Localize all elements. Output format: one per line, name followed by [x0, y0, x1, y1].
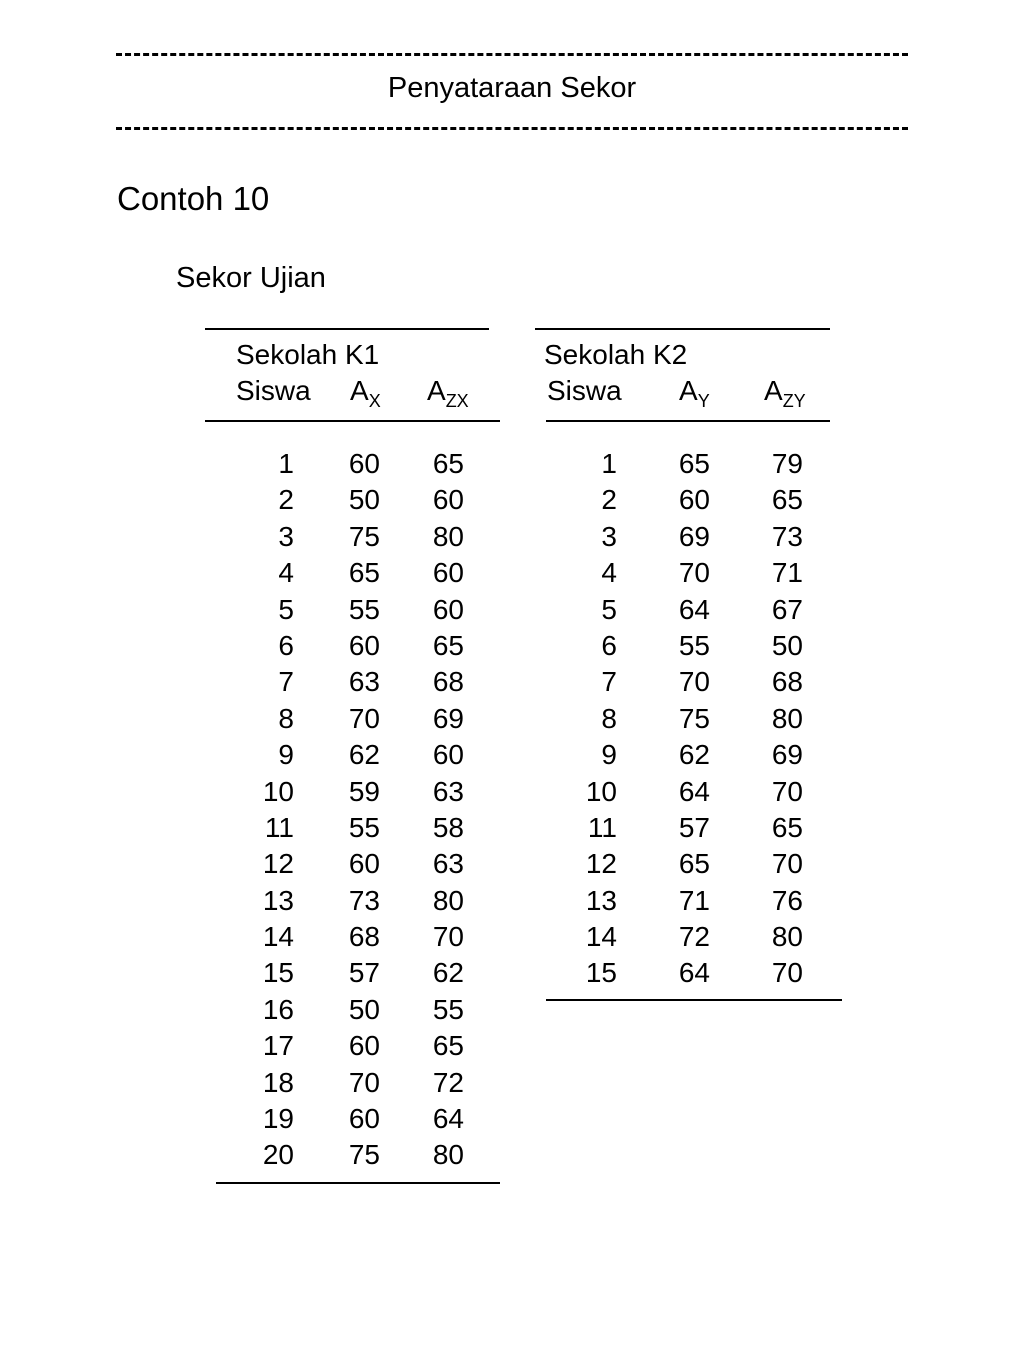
table-k1-header-a-base: A: [350, 375, 369, 406]
table-k1-col-a: [330, 446, 380, 1174]
table-cell-az: 68: [771, 666, 803, 698]
table-k2-header-az-base: A: [764, 375, 783, 406]
table-cell-az: 71: [771, 557, 803, 589]
table-k2-header-a-sub: Y: [697, 391, 710, 411]
table-cell-student: 16: [262, 993, 294, 1025]
table-cell-a: 63: [348, 666, 380, 698]
table-k1-top-rule: [205, 328, 489, 330]
table-cell-az: 80: [771, 702, 803, 734]
table-cell-az: 65: [432, 629, 464, 661]
top-dashed-divider: [116, 53, 908, 56]
table-k2-group-label: Sekolah K2: [544, 339, 688, 370]
table-cell-a: 64: [678, 957, 710, 989]
section-subtitle: Sekor Ujian: [176, 262, 326, 294]
table-cell-a: 55: [678, 629, 710, 661]
table-cell-az: 58: [432, 811, 464, 843]
table-cell-student: 12: [585, 848, 617, 880]
table-cell-az: 70: [771, 957, 803, 989]
table-cell-student: 12: [262, 848, 294, 880]
table-cell-az: 67: [771, 593, 803, 625]
table-cell-az: 73: [771, 520, 803, 552]
table-k2-col-student: [560, 446, 617, 992]
table-cell-a: 62: [678, 739, 710, 771]
table-k1-col-az: [414, 446, 464, 1174]
table-cell-student: 8: [278, 702, 294, 734]
table-cell-student: 13: [585, 884, 617, 916]
table-cell-student: 9: [601, 739, 617, 771]
table-k2-header-az-sub: ZY: [782, 391, 806, 411]
table-cell-az: 70: [771, 775, 803, 807]
table-cell-student: 13: [262, 884, 294, 916]
table-cell-a: 64: [678, 593, 710, 625]
table-cell-a: 60: [348, 1103, 380, 1135]
table-cell-student: 17: [262, 1030, 294, 1062]
table-cell-student: 3: [601, 520, 617, 552]
table-k2-header-rule: [546, 420, 830, 422]
table-cell-az: 68: [432, 666, 464, 698]
table-cell-az: 70: [771, 848, 803, 880]
table-cell-student: 6: [601, 629, 617, 661]
table-k2-col-az: [753, 446, 803, 992]
table-cell-student: 3: [278, 520, 294, 552]
table-cell-a: 60: [348, 448, 380, 479]
table-cell-a: 70: [678, 557, 710, 589]
table-k1-header-a-sub: X: [368, 391, 381, 411]
table-cell-az: 80: [432, 1139, 464, 1171]
table-cell-a: 55: [348, 593, 380, 625]
table-cell-a: 57: [348, 957, 380, 989]
table-cell-az: 65: [432, 448, 464, 479]
table-k1-bottom-rule: [216, 1182, 500, 1184]
table-cell-az: 62: [432, 957, 464, 989]
table-cell-a: 60: [348, 1030, 380, 1062]
table-cell-az: 80: [771, 921, 803, 953]
table-cell-az: 69: [771, 739, 803, 771]
table-cell-a: 50: [348, 993, 380, 1025]
table-cell-az: 80: [432, 884, 464, 916]
table-cell-az: 63: [432, 775, 464, 807]
table-cell-a: 65: [348, 557, 380, 589]
table-cell-student: 18: [262, 1066, 294, 1098]
bottom-dashed-divider: [116, 127, 908, 130]
table-cell-a: 72: [678, 921, 710, 953]
table-cell-student: 15: [262, 957, 294, 989]
table-cell-a: 65: [678, 448, 710, 479]
table-cell-a: 73: [348, 884, 380, 916]
table-cell-a: 68: [348, 921, 380, 953]
table-cell-student: 10: [262, 775, 294, 807]
table-cell-a: 71: [678, 884, 710, 916]
table-cell-az: 79: [771, 448, 803, 479]
table-k2-top-rule: [535, 328, 830, 330]
table-cell-student: 7: [278, 666, 294, 698]
table-k1-header-az-sub: ZX: [445, 391, 469, 411]
table-cell-az: 69: [432, 702, 464, 734]
table-cell-az: 64: [432, 1103, 464, 1135]
table-cell-student: 5: [601, 593, 617, 625]
table-k2-header-student: Siswa: [547, 375, 622, 406]
table-cell-a: 60: [348, 848, 380, 880]
table-k2-header-a-base: A: [679, 375, 698, 406]
table-cell-a: 70: [678, 666, 710, 698]
table-cell-az: 76: [771, 884, 803, 916]
table-cell-a: 60: [678, 484, 710, 516]
table-cell-az: 60: [432, 557, 464, 589]
table-k1-header-az-base: A: [427, 375, 446, 406]
table-cell-a: 69: [678, 520, 710, 552]
table-cell-student: 11: [264, 811, 294, 843]
table-cell-az: 65: [771, 811, 803, 843]
table-cell-student: 10: [585, 775, 617, 807]
table-cell-a: 60: [348, 629, 380, 661]
table-k2-bottom-rule: [546, 999, 842, 1001]
table-cell-az: 60: [432, 593, 464, 625]
table-cell-a: 70: [348, 1066, 380, 1098]
table-k1-header-student: Siswa: [236, 375, 311, 406]
table-cell-student: 14: [585, 921, 617, 953]
table-k2-col-a: [660, 446, 710, 992]
table-cell-student: 8: [601, 702, 617, 734]
table-cell-student: 2: [601, 484, 617, 516]
table-cell-student: 14: [262, 921, 294, 953]
table-k1-header-a: [350, 373, 381, 419]
table-cell-student: 2: [278, 484, 294, 516]
table-cell-a: 59: [348, 775, 380, 807]
table-cell-az: 72: [432, 1066, 464, 1098]
table-cell-student: 6: [278, 629, 294, 661]
table-cell-student: 11: [587, 811, 617, 843]
table-cell-a: 55: [348, 811, 380, 843]
table-k2-header-az: [764, 373, 806, 419]
table-k1-col-student: [240, 446, 294, 1174]
table-cell-student: 4: [278, 557, 294, 589]
table-cell-az: 70: [432, 921, 464, 953]
table-cell-a: 70: [348, 702, 380, 734]
table-k1-header-az: [427, 373, 469, 419]
table-cell-a: 75: [348, 1139, 380, 1171]
table-cell-student: 7: [601, 666, 617, 698]
table-cell-az: 65: [771, 484, 803, 516]
table-k1-group-label: Sekolah K1: [236, 339, 380, 370]
table-cell-az: 50: [771, 629, 803, 661]
table-cell-a: 65: [678, 848, 710, 880]
table-cell-student: 9: [278, 739, 294, 771]
table-cell-az: 80: [432, 520, 464, 552]
table-cell-student: 20: [262, 1139, 294, 1171]
table-cell-student: 1: [278, 448, 294, 479]
page-title: Penyataraan Sekor: [387, 72, 637, 104]
table-k2-header-a: [679, 373, 710, 419]
table-cell-student: 4: [601, 557, 617, 589]
table-cell-az: 65: [432, 1030, 464, 1062]
table-cell-az: 60: [432, 484, 464, 516]
table-cell-az: 63: [432, 848, 464, 880]
table-cell-a: 62: [348, 739, 380, 771]
table-cell-student: 15: [585, 957, 617, 989]
table-cell-student: 19: [262, 1103, 294, 1135]
table-cell-a: 64: [678, 775, 710, 807]
table-cell-a: 75: [348, 520, 380, 552]
table-cell-a: 75: [678, 702, 710, 734]
table-k1-header-rule: [205, 420, 500, 422]
section-title: Contoh 10: [117, 180, 270, 217]
table-cell-a: 57: [678, 811, 710, 843]
table-cell-student: 5: [278, 593, 294, 625]
table-cell-a: 50: [348, 484, 380, 516]
table-cell-az: 55: [432, 993, 464, 1025]
table-cell-student: 1: [601, 448, 617, 479]
table-cell-az: 60: [432, 739, 464, 771]
